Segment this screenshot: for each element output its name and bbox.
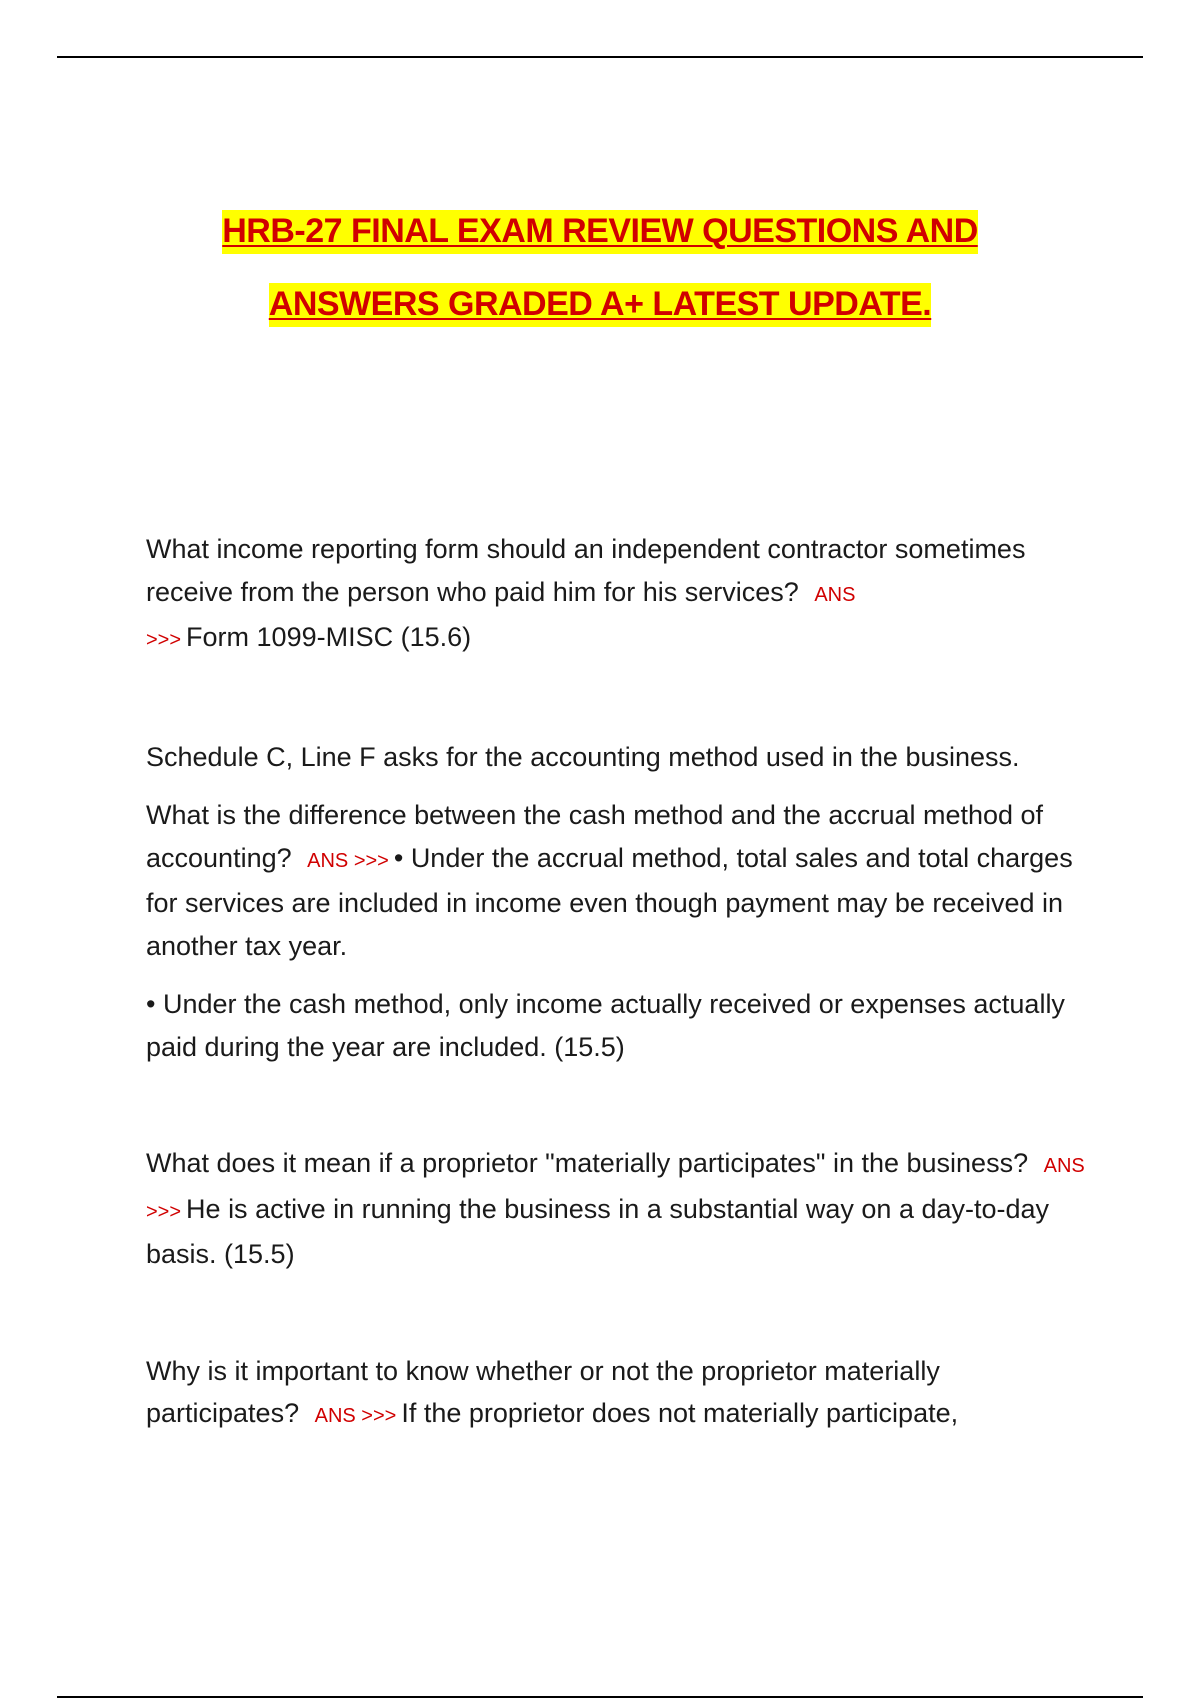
- qa-item: [146, 1350, 1096, 1438]
- question-text: Why is it important to know whether or not the proprietor materially participates?: [146, 1355, 940, 1428]
- answer-text: • Under the accrual method, total sales and total charges for services are included in income even though payment may be received in another tax year.: [146, 842, 1073, 961]
- answer-marker: ANS: [814, 583, 856, 606]
- qa-paragraph: [146, 1350, 1096, 1438]
- bottom-rule: [57, 1696, 1143, 1698]
- answer-text: He is active in running the business in a substantial way on a day-to-day basis. (15.5): [146, 1193, 1050, 1269]
- qa-item: [146, 736, 1096, 1069]
- top-rule: [57, 56, 1143, 58]
- title-line-1: HRB-27 FINAL EXAM REVIEW QUESTIONS AND: [222, 210, 978, 254]
- answer-text: If the proprietor does not materially participate,: [401, 1398, 959, 1428]
- answer-marker-arrows: >>>: [146, 629, 182, 651]
- question-text: What is the difference between the cash method and the accrual method of accounting?: [146, 800, 1044, 873]
- answer-text: Form 1099-MISC (15.6): [186, 622, 472, 652]
- question-text: What income reporting form should an independent contractor sometimes receive from the person who paid him for his services?: [146, 534, 1026, 607]
- qa-paragraph: [146, 794, 1096, 967]
- question-text: What does it mean if a proprietor "materially participates" in the business?: [146, 1148, 1029, 1178]
- answer-continued: • Under the cash method, only income actually received or expenses actually paid during the year are included. (15.5): [146, 989, 1065, 1062]
- qa-list: [146, 528, 1096, 1438]
- answer-marker: ANS >>>: [146, 1155, 1085, 1223]
- qa-paragraph: [146, 528, 1096, 662]
- answer-marker: ANS >>>: [307, 849, 389, 872]
- qa-item: [146, 528, 1096, 662]
- qa-paragraph: [146, 1142, 1096, 1276]
- title-line-2: ANSWERS GRADED A+ LATEST UPDATE.: [269, 283, 931, 327]
- qa-item: [146, 1142, 1096, 1276]
- document-title: [0, 195, 1200, 341]
- answer-marker: ANS >>>: [314, 1405, 397, 1427]
- question-intro: Schedule C, Line F asks for the accounting method used in the business.: [146, 741, 1020, 772]
